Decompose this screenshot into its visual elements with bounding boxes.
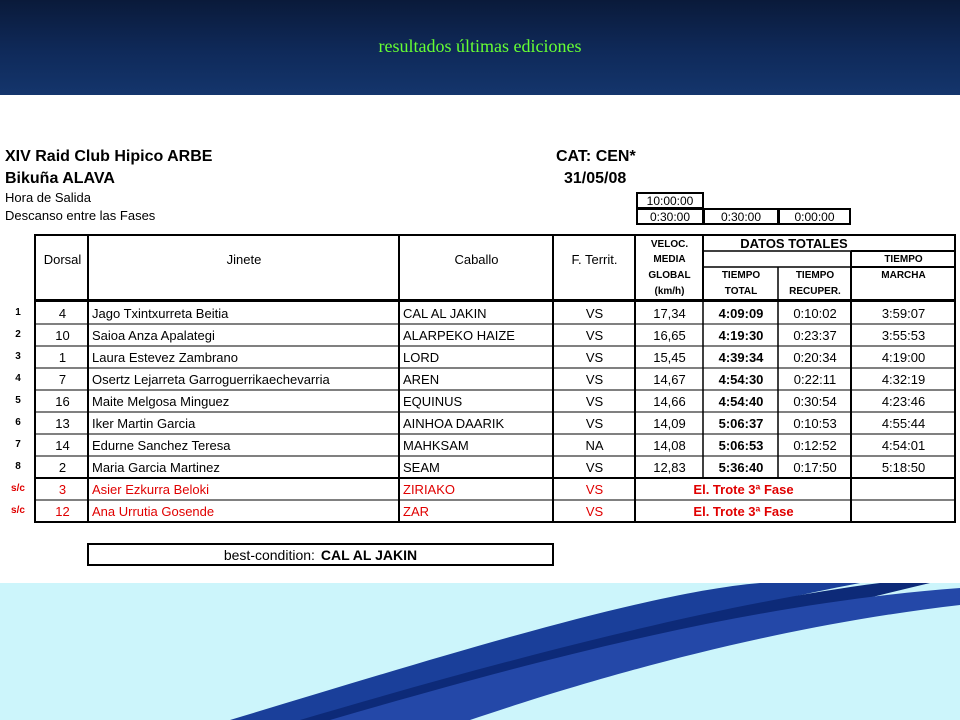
header-veloc-2: MEDIA — [653, 254, 686, 265]
cell-total: 5:06:37 — [718, 415, 764, 431]
cell-dorsal: 10 — [55, 327, 70, 343]
cell-veloc: 14,08 — [653, 437, 686, 453]
cell-dorsal: 14 — [55, 437, 70, 453]
header-dorsal: Dorsal — [43, 252, 82, 267]
rest-label: Descanso entre las Fases — [5, 208, 156, 223]
best-condition-label: best-condition: — [223, 546, 315, 563]
row-rank: 4 — [15, 373, 21, 384]
slide-title: resultados últimas ediciones — [378, 36, 582, 56]
header-tiempo-marcha-1: TIEMPO — [884, 254, 923, 265]
start-time: 10:00:00 — [646, 194, 694, 207]
rest-time-2: 0:30:00 — [720, 210, 762, 223]
cell-dorsal: 3 — [58, 481, 67, 497]
cell-marcha: 3:55:53 — [881, 327, 926, 343]
header-territ: F. Territ. — [571, 252, 618, 267]
cell-recup: 0:10:53 — [793, 415, 837, 431]
cell-veloc: 14,66 — [653, 393, 686, 409]
event-location: Bikuña ALAVA — [5, 170, 115, 187]
row-rank: 6 — [15, 417, 21, 428]
header-datos-totales: DATOS TOTALES — [740, 235, 848, 251]
cell-total: 4:54:30 — [718, 371, 764, 387]
cell-territ: VS — [585, 327, 604, 343]
header-tiempo-marcha-2: MARCHA — [881, 270, 926, 281]
slide-header — [0, 0, 960, 95]
cell-territ: VS — [585, 349, 604, 365]
cell-marcha: 4:55:44 — [881, 415, 926, 431]
cell-total: 5:36:40 — [718, 459, 764, 475]
cell-status: El. Trote 3ª Fase — [693, 481, 794, 497]
decorative-swoosh — [0, 583, 960, 720]
cell-jinete: Asier Ezkurra Beloki — [92, 481, 210, 497]
cell-caballo: AREN — [403, 371, 440, 387]
best-condition — [90, 546, 551, 563]
row-rank: 3 — [15, 351, 21, 362]
header-veloc-3: GLOBAL — [648, 270, 691, 281]
cell-marcha: 4:23:46 — [881, 393, 926, 409]
cell-dorsal: 2 — [58, 459, 67, 475]
cell-total: 4:09:09 — [718, 305, 764, 321]
header-tiempo-total-1: TIEMPO — [721, 270, 761, 281]
cell-dorsal: 4 — [58, 305, 67, 321]
header-veloc-4: (km/h) — [654, 286, 685, 297]
cell-veloc: 17,34 — [653, 305, 686, 321]
cell-total: 4:39:34 — [718, 349, 764, 365]
cell-territ: NA — [585, 437, 604, 453]
cell-jinete: Laura Estevez Zambrano — [92, 349, 238, 365]
cell-territ: VS — [585, 481, 604, 497]
cell-caballo: SEAM — [403, 459, 440, 475]
best-condition-value: CAL AL JAKIN — [320, 546, 418, 563]
cell-territ: VS — [585, 393, 604, 409]
header-veloc-1: VELOC. — [650, 239, 689, 250]
cell-recup: 0:23:37 — [793, 327, 837, 343]
start-label: Hora de Salida — [5, 190, 91, 205]
cell-dorsal: 12 — [55, 503, 70, 519]
cell-caballo: CAL AL JAKIN — [403, 305, 487, 321]
cell-jinete: Ana Urrutia Gosende — [92, 503, 215, 519]
cell-recup: 0:12:52 — [793, 437, 837, 453]
cell-jinete: Edurne Sanchez Teresa — [92, 437, 231, 453]
cell-marcha: 3:59:07 — [881, 305, 926, 321]
header-jinete: Jinete — [226, 252, 262, 267]
header-caballo: Caballo — [454, 252, 499, 267]
cell-jinete: Osertz Lejarreta Garroguerrikaechevarria — [92, 371, 330, 387]
cell-total: 4:19:30 — [718, 327, 764, 343]
cell-caballo: ZIRIAKO — [403, 481, 456, 497]
cell-caballo: ALARPEKO HAIZE — [403, 327, 515, 343]
header-tiempo-total-2: TOTAL — [724, 286, 758, 297]
cell-caballo: LORD — [403, 349, 440, 365]
category: CAT: CEN* — [556, 148, 636, 165]
cell-veloc: 12,83 — [653, 459, 686, 475]
event-title: XIV Raid Club Hipico ARBE — [5, 148, 213, 165]
cell-territ: VS — [585, 415, 604, 431]
cell-jinete: Jago Txintxurreta Beitia — [92, 305, 229, 321]
cell-caballo: EQUINUS — [403, 393, 463, 409]
row-rank: s/c — [11, 505, 25, 516]
row-rank: 1 — [15, 307, 21, 318]
cell-dorsal: 13 — [55, 415, 70, 431]
cell-marcha: 5:18:50 — [881, 459, 926, 475]
cell-territ: VS — [585, 305, 604, 321]
cell-recup: 0:17:50 — [793, 459, 837, 475]
cell-dorsal: 7 — [58, 371, 67, 387]
cell-recup: 0:10:02 — [793, 305, 837, 321]
cell-territ: VS — [585, 503, 604, 519]
rest-time-3: 0:00:00 — [794, 210, 835, 223]
cell-jinete: Maite Melgosa Minguez — [92, 393, 230, 409]
header-tiempo-recup-2: RECUPER. — [789, 286, 841, 297]
row-rank: 5 — [15, 395, 21, 406]
cell-total: 4:54:40 — [718, 393, 764, 409]
row-rank: 8 — [15, 461, 21, 472]
cell-veloc: 15,45 — [653, 349, 686, 365]
cell-jinete: Saioa Anza Apalategi — [92, 327, 215, 343]
cell-territ: VS — [585, 459, 604, 475]
header-tiempo-recup-1: TIEMPO — [795, 270, 835, 281]
cell-status: El. Trote 3ª Fase — [693, 503, 794, 519]
cell-jinete: Iker Martin Garcia — [92, 415, 196, 431]
cell-dorsal: 16 — [55, 393, 70, 409]
cell-recup: 0:22:11 — [793, 371, 837, 387]
cell-caballo: MAHKSAM — [403, 437, 469, 453]
cell-jinete: Maria Garcia Martinez — [92, 459, 220, 475]
event-date: 31/05/08 — [564, 170, 627, 187]
cell-veloc: 14,67 — [653, 371, 686, 387]
cell-total: 5:06:53 — [718, 437, 764, 453]
cell-veloc: 16,65 — [653, 327, 686, 343]
cell-veloc: 14,09 — [653, 415, 686, 431]
cell-territ: VS — [585, 371, 604, 387]
cell-caballo: ZAR — [403, 503, 429, 519]
row-rank: 2 — [15, 329, 21, 340]
results-document — [0, 95, 960, 583]
row-rank: s/c — [11, 483, 25, 494]
cell-recup: 0:20:34 — [793, 349, 837, 365]
cell-recup: 0:30:54 — [793, 393, 837, 409]
cell-marcha: 4:19:00 — [881, 349, 926, 365]
cell-caballo: AINHOA DAARIK — [403, 415, 505, 431]
cell-dorsal: 1 — [58, 349, 67, 365]
cell-marcha: 4:54:01 — [881, 437, 926, 453]
row-rank: 7 — [15, 439, 21, 450]
cell-marcha: 4:32:19 — [881, 371, 926, 387]
rest-time-1: 0:30:00 — [649, 210, 691, 223]
